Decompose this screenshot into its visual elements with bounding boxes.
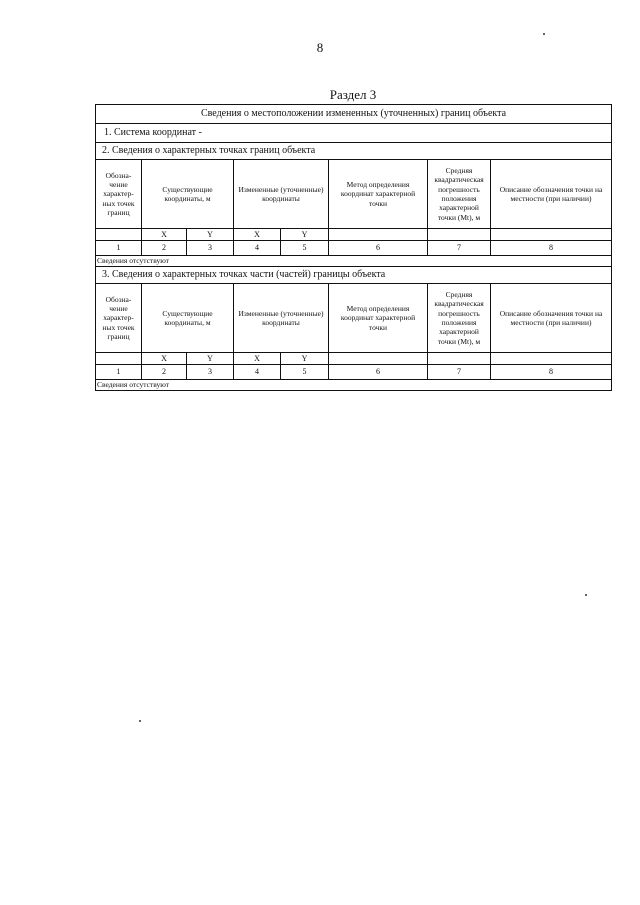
xy-cell: X	[234, 353, 281, 365]
header-designation: Обозна-чение характер-ных точек границ	[96, 284, 142, 353]
xy-cell	[491, 353, 612, 365]
page-number: 8	[316, 40, 324, 55]
xy-cell	[96, 353, 142, 365]
block1-title: 2. Сведения о характерных точках границ объекта	[96, 143, 612, 160]
column-number: 7	[428, 241, 491, 256]
column-number: 8	[491, 365, 612, 380]
column-number: 5	[281, 241, 329, 256]
column-number: 8	[491, 241, 612, 256]
xy-cell: Y	[281, 353, 329, 365]
column-number: 6	[329, 365, 428, 380]
xy-cell	[428, 353, 491, 365]
scan-speck	[139, 720, 141, 722]
xy-cell: X	[142, 353, 187, 365]
header-changed: Измененные (уточненные) координаты	[234, 284, 329, 353]
header-existing: Существующие координаты, м	[142, 160, 234, 229]
header-method: Метод определения координат характерной точки	[329, 160, 428, 229]
header-designation: Обозна-чение характер-ных точек границ	[96, 160, 142, 229]
header-description: Описание обозначения точки на местности (при наличии)	[491, 284, 612, 353]
xy-cell: Y	[187, 353, 234, 365]
xy-cell	[491, 229, 612, 241]
column-number: 4	[234, 365, 281, 380]
column-number: 3	[187, 241, 234, 256]
header-description: Описание обозначения точки на местности (при наличии)	[491, 160, 612, 229]
header-changed: Измененные (уточненные) координаты	[234, 160, 329, 229]
column-number: 3	[187, 365, 234, 380]
header-error: Средняя квадратическая погрешность положения характерной точки (Mt), м	[428, 284, 491, 353]
xy-cell: Y	[187, 229, 234, 241]
xy-cell	[329, 353, 428, 365]
scan-speck	[585, 594, 587, 596]
xy-cell: X	[142, 229, 187, 241]
boundary-table	[95, 104, 612, 391]
coord-system-row: 1. Система координат -	[96, 124, 612, 143]
xy-cell	[428, 229, 491, 241]
no-data-note: Сведения отсутствуют	[96, 256, 612, 267]
xy-cell: X	[234, 229, 281, 241]
column-number: 2	[142, 365, 187, 380]
xy-cell	[329, 229, 428, 241]
column-number: 4	[234, 241, 281, 256]
column-number: 1	[96, 365, 142, 380]
header-method: Метод определения координат характерной точки	[329, 284, 428, 353]
table-title: Сведения о местоположении измененных (уточненных) границ объекта	[96, 105, 612, 124]
section-title: Раздел 3	[329, 87, 377, 102]
column-number: 7	[428, 365, 491, 380]
column-number: 2	[142, 241, 187, 256]
column-number: 6	[329, 241, 428, 256]
header-existing: Существующие координаты, м	[142, 284, 234, 353]
column-number: 5	[281, 365, 329, 380]
no-data-note: Сведения отсутствуют	[96, 380, 612, 391]
header-error: Средняя квадратическая погрешность положения характерной точки (Mt), м	[428, 160, 491, 229]
scan-speck	[543, 33, 545, 35]
block2-title: 3. Сведения о характерных точках части (частей) границы объекта	[96, 267, 612, 284]
xy-cell: Y	[281, 229, 329, 241]
column-number: 1	[96, 241, 142, 256]
xy-cell	[96, 229, 142, 241]
